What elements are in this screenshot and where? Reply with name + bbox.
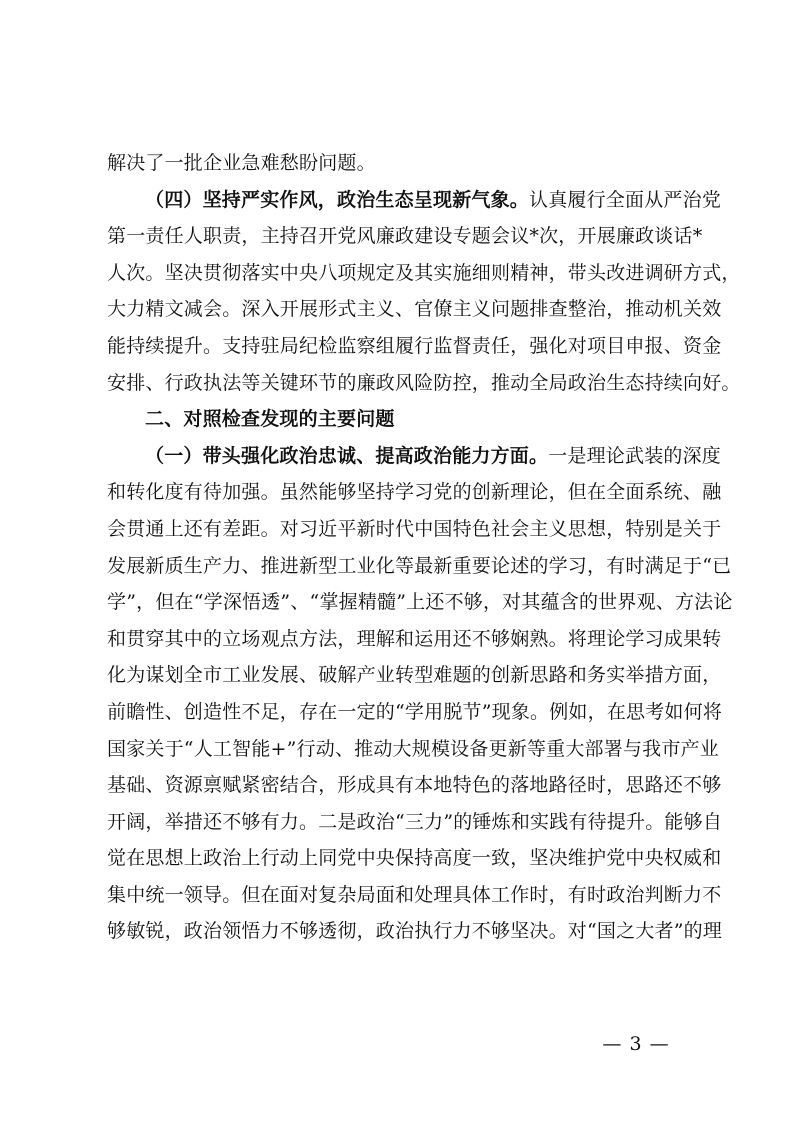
- problem-1-line: 和转化度有待加强。虽然能够坚持学习党的创新理论，但在全面系统、融: [107, 481, 722, 504]
- problem-1-line: 国家关于“人工智能+”行动、推动大规模设备更新等重大部署与我市产业: [107, 737, 719, 760]
- section-4-line: 能持续提升。支持驻局纪检监察组履行监督责任，强化对项目申报、资金: [107, 334, 722, 357]
- text-line: 一是理论武装的深度: [548, 444, 722, 467]
- section-4-first-line: [107, 182, 722, 219]
- problem-1-line: 会贯通上还有差距。对习近平新时代中国特色社会主义思想，特别是关于: [107, 517, 722, 540]
- text-line: 认真履行全面从严治党: [529, 188, 722, 211]
- problem-1-line: 集中统一领导。但在面对复杂局面和处理具体工作时，有时政治判断力不: [107, 883, 722, 906]
- problem-1-line: 发展新质生产力、推进新型工业化等最新重要论述的学习，有时满足于“已: [107, 554, 732, 577]
- page-number: — 3 —: [602, 1033, 670, 1055]
- problem-1-first-line: [107, 438, 722, 475]
- part-2-heading: 二、对照检查发现的主要问题: [145, 408, 395, 431]
- problem-1-line: 化为谋划全市工业发展、破解产业转型难题的创新思路和务实举措方面，: [107, 664, 722, 687]
- problem-1-line: 前瞻性、创造性不足，存在一定的“学用脱节”现象。例如，在思考如何将: [107, 700, 723, 723]
- problem-1-line: 和贯穿其中的立场观点方法，理解和运用还不够娴熟。将理论学习成果转: [107, 627, 722, 650]
- paragraph-continuation-line: [107, 145, 690, 182]
- section-4-line: 人次。坚决贯彻落实中央八项规定及其实施细则精神，带头改进调研方式，: [107, 261, 741, 284]
- section-4-heading: （四）坚持严实作风，政治生态呈现新气象。: [145, 188, 530, 211]
- problem-1-line: 开阔，举措还不够有力。二是政治“三力”的锤炼和实践有待提升。能够自: [107, 810, 723, 833]
- problem-1-line: 觉在思想上政治上行动上同党中央保持高度一致，坚决维护党中央权威和: [107, 847, 722, 870]
- section-4-line: 大力精文减会。深入开展形式主义、官僚主义问题排查整治，推动机关效: [107, 298, 722, 321]
- section-4-line: 安排、行政执法等关键环节的廉政风险防控，推动全局政治生态持续向好。: [107, 371, 741, 394]
- text-line: 解决了一批企业急难愁盼问题。: [107, 152, 376, 174]
- body-text: [107, 145, 741, 950]
- problem-1-line: 够敏锐，政治领悟力不够透彻，政治执行力不够坚决。对“国之大者”的理: [107, 920, 723, 943]
- section-4-line: 第一责任人职责，主持召开党风廉政建设专题会议*次，开展廉政谈话*: [107, 225, 703, 248]
- problem-1-line: 学”，但在“学深悟透”、“掌握精髓”上还不够，对其蕴含的世界观、方法论: [107, 591, 733, 614]
- problem-1-line: 基础、资源禀赋紧密结合，形成具有本地特色的落地路径时，思路还不够: [107, 774, 722, 797]
- problem-1-heading: （一）带头强化政治忠诚、提高政治能力方面。: [145, 444, 549, 467]
